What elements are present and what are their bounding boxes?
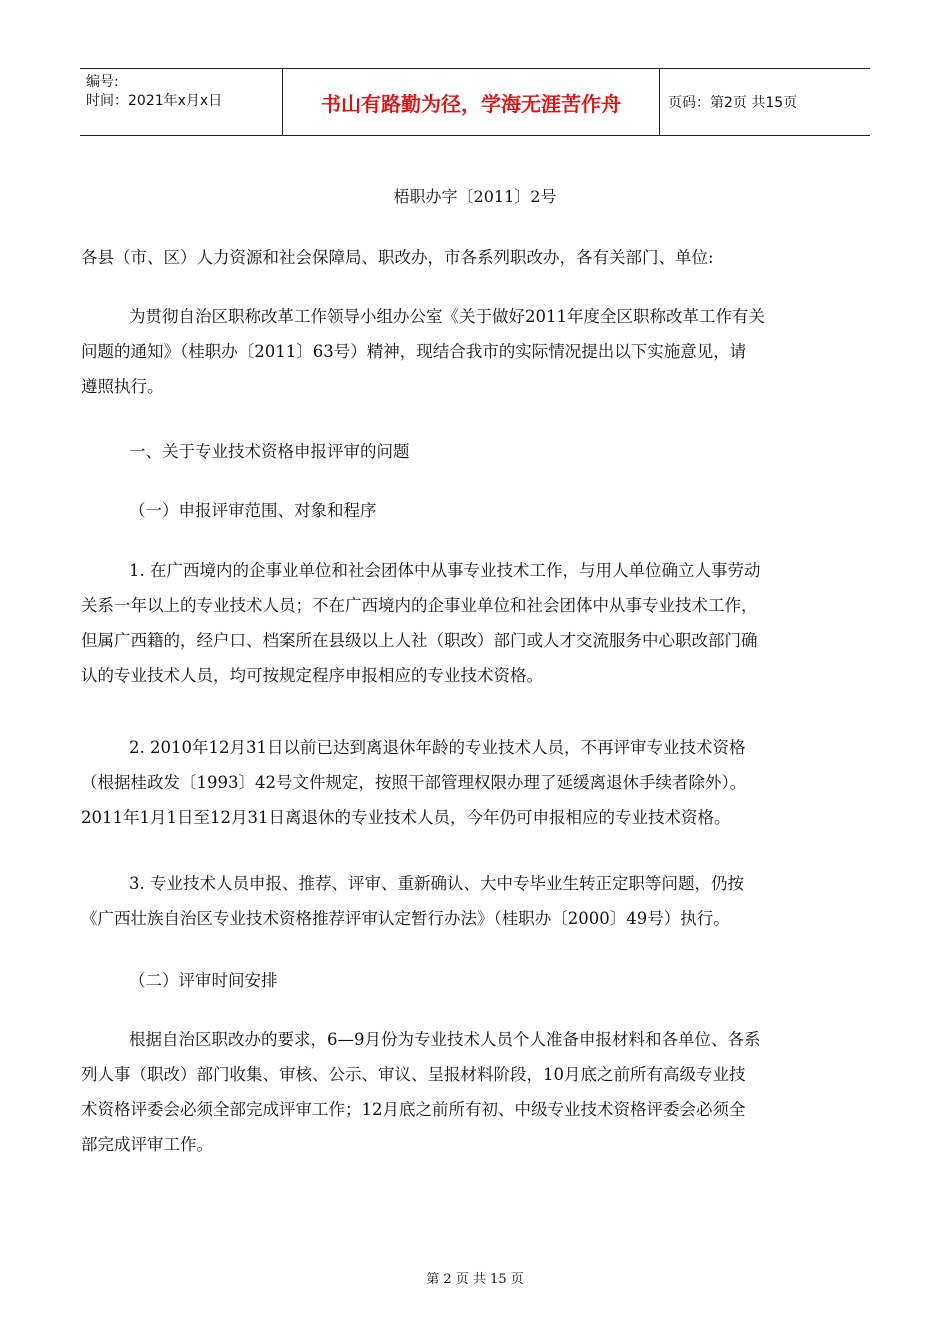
slogan-cell bbox=[283, 69, 660, 135]
schedule-line-1: 根据自治区职改办的要求，6—9月份为专业技术人员个人准备申报材料和各单位、各系 bbox=[129, 1030, 761, 1049]
intro-line-1: 为贯彻自治区职称改革工作领导小组办公室《关于做好2011年度全区职称改革工作有关 bbox=[129, 307, 765, 326]
item1-line-1: 1. 在广西境内的企事业单位和社会团体中从事专业技术工作，与用人单位确立人事劳动 bbox=[129, 561, 761, 580]
page-label: 页码：第2页 共15页 bbox=[668, 95, 798, 111]
item1-line-3: 但属广西籍的，经户口、档案所在县级以上人社（职改）部门或人才交流服务中心职改部门确 bbox=[81, 631, 758, 650]
item3-line-1: 3. 专业技术人员申报、推荐、评审、重新确认、大中专毕业生转正定职等问题，仍按 bbox=[129, 874, 744, 893]
document-header-table bbox=[80, 68, 870, 136]
item-1-paragraph bbox=[81, 553, 871, 693]
header-meta-cell bbox=[80, 69, 283, 135]
subsection-heading-2: （二）评审时间安排 bbox=[129, 971, 278, 990]
item3-line-2: 《广西壮族自治区专业技术资格推荐评审认定暂行办法》（桂职办〔2000〕49号）执行。 bbox=[81, 909, 730, 928]
item2-line-3: 2011年1月1日至12月31日离退休的专业技术人员，今年仍可申报相应的专业技术资格。 bbox=[81, 808, 731, 827]
item2-line-2: （根据桂政发〔1993〕42号文件规定，按照干部管理权限办理了延缓离退休手续者除外）。 bbox=[81, 773, 747, 792]
item1-line-2: 关系一年以上的专业技术人员；不在广西境内的企事业单位和社会团体中从事专业技术工作， bbox=[81, 596, 758, 615]
item-2-paragraph bbox=[81, 730, 871, 835]
page-label-cell bbox=[660, 69, 870, 135]
schedule-line-3: 术资格评委会必须全部完成评审工作；12月底之前所有初、中级专业技术资格评委会必须全 bbox=[81, 1100, 746, 1119]
slogan-text: 书山有路勤为径，学海无涯苦作舟 bbox=[321, 91, 621, 116]
item-3-paragraph bbox=[81, 866, 871, 936]
intro-line-2: 问题的通知》（桂职办〔2011〕63号）精神，现结合我市的实际情况提出以下实施意见，请 bbox=[81, 342, 747, 361]
number-label: 编号: bbox=[86, 74, 119, 90]
schedule-line-4: 部完成评审工作。 bbox=[81, 1135, 213, 1154]
schedule-paragraph bbox=[81, 1022, 871, 1162]
document-number: 梧职办字〔2011〕2号 bbox=[393, 187, 557, 206]
item2-line-1: 2. 2010年12月31日以前已达到离退休年龄的专业技术人员，不再评审专业技术资格 bbox=[129, 738, 746, 757]
page-footer: 第 2 页 共 15 页 bbox=[426, 1272, 524, 1287]
time-label: 时间：2021年x月x日 bbox=[86, 93, 223, 109]
item1-line-4: 认的专业技术人员，均可按规定程序申报相应的专业技术资格。 bbox=[81, 666, 543, 685]
intro-line-3: 遵照执行。 bbox=[81, 377, 164, 396]
subsection-heading-1: （一）申报评审范围、对象和程序 bbox=[129, 501, 377, 520]
schedule-line-2: 列人事（职改）部门收集、审核、公示、审议、呈报材料阶段，10月底之前所有高级专业技 bbox=[81, 1065, 746, 1084]
intro-paragraph bbox=[81, 299, 871, 404]
addressee: 各县（市、区）人力资源和社会保障局、职改办，市各系列职改办，各有关部门、单位: bbox=[81, 248, 714, 267]
section-heading-1: 一、关于专业技术资格申报评审的问题 bbox=[129, 442, 410, 461]
